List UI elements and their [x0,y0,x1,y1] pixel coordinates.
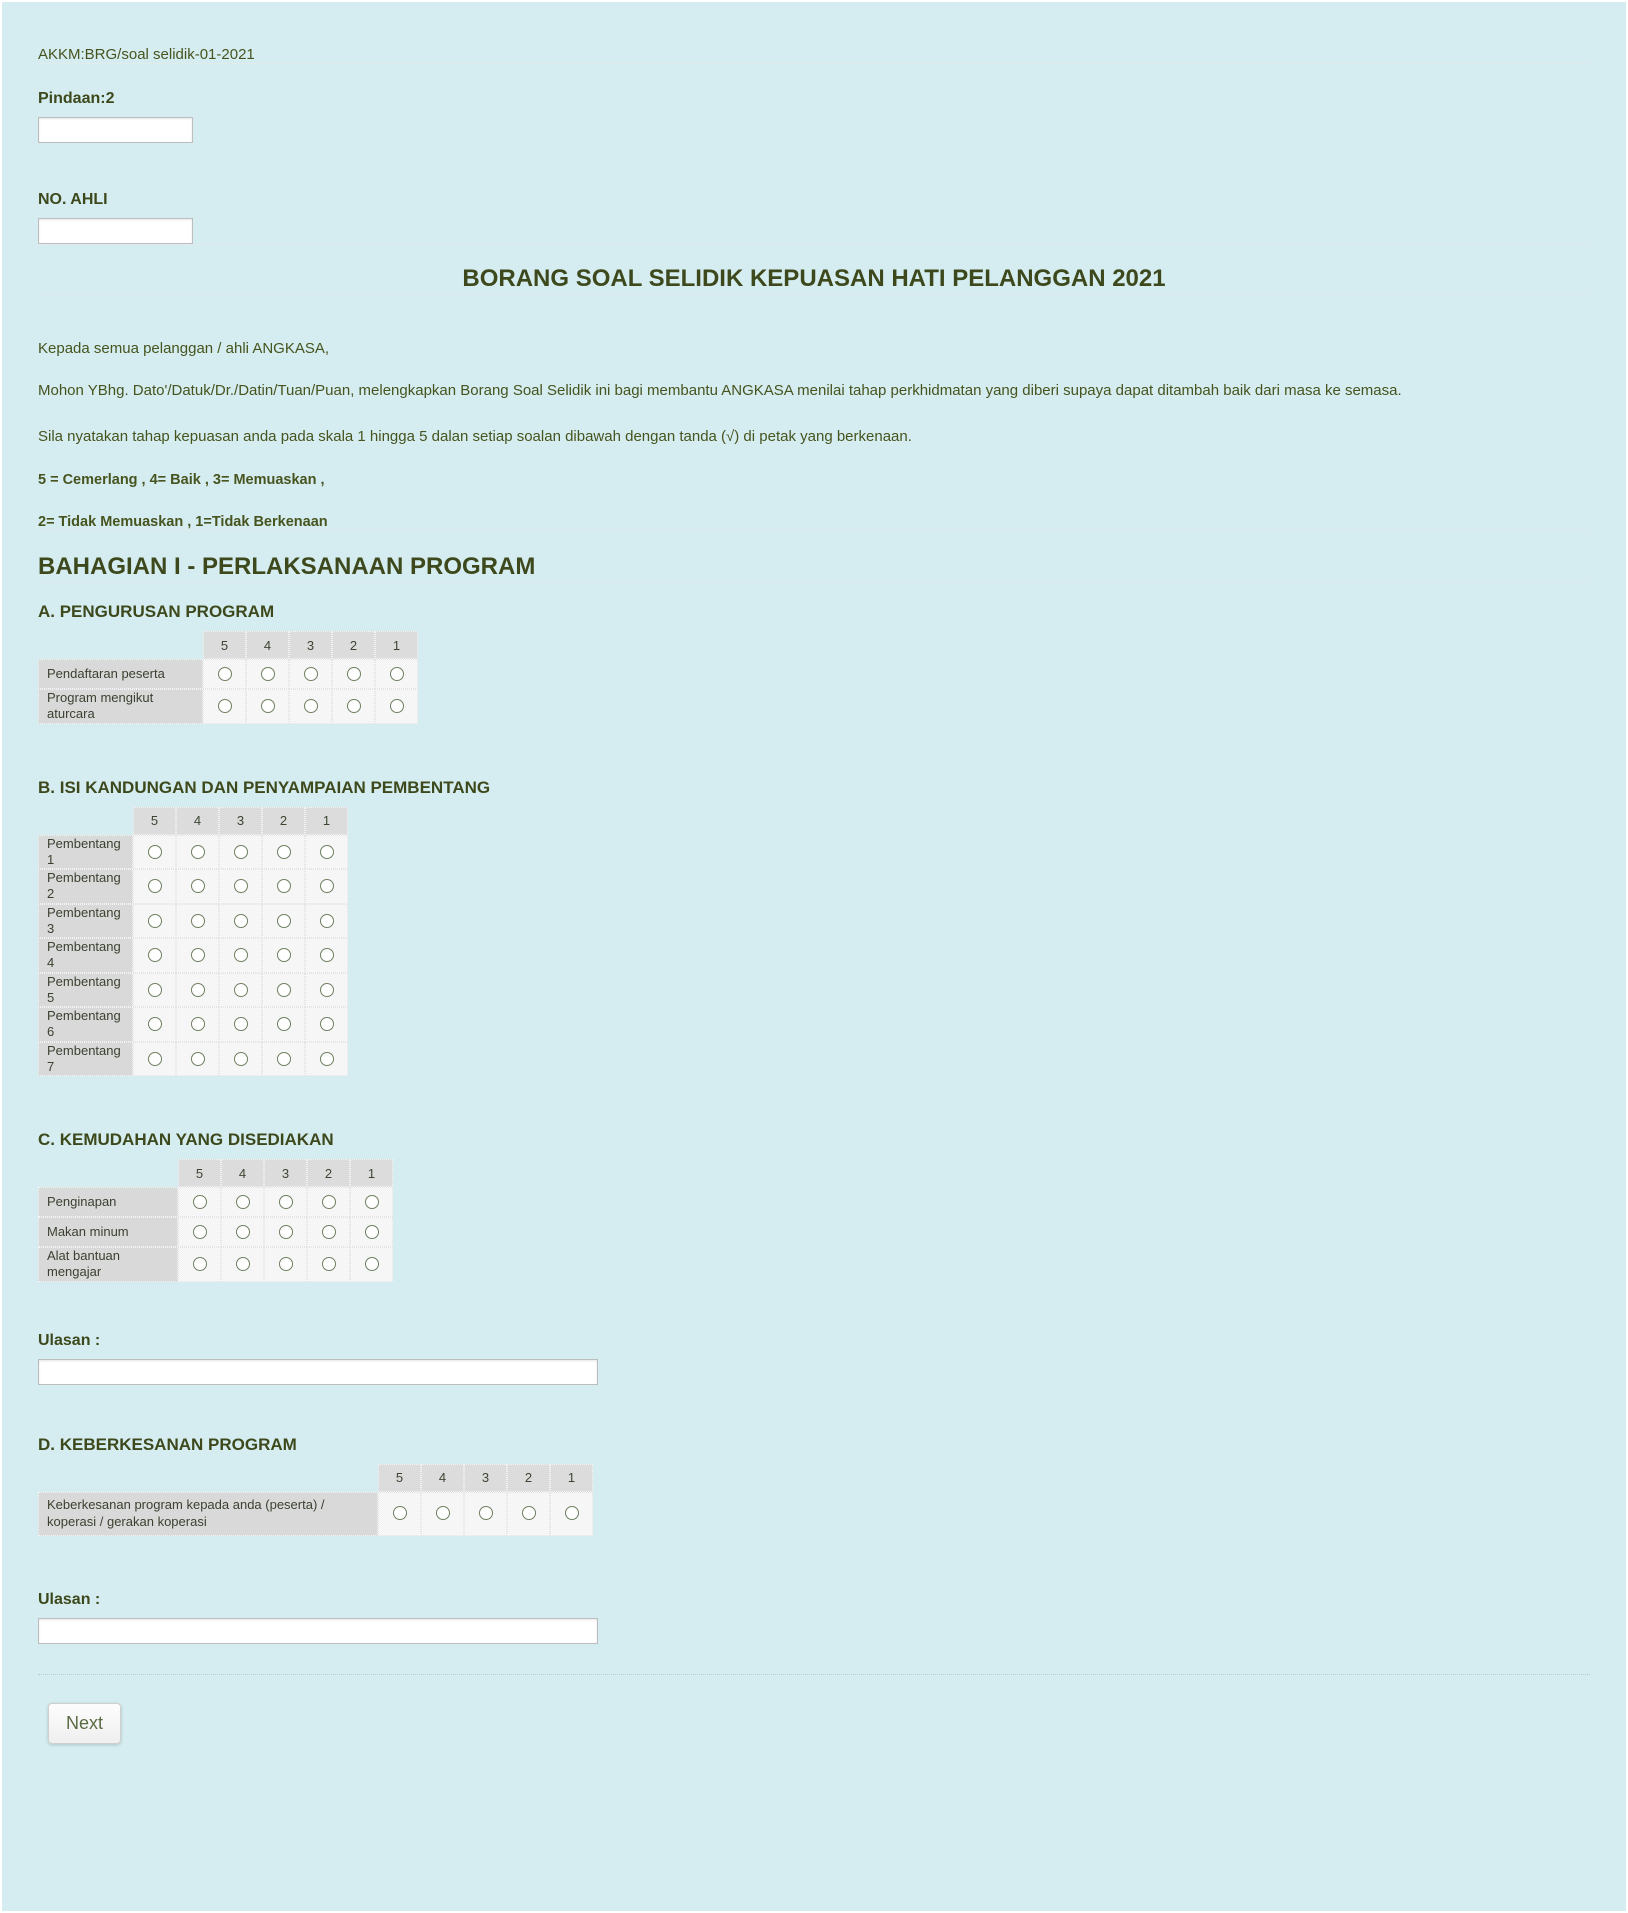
radio-b-row4-score2[interactable] [277,948,291,962]
radio-d-row1-score2[interactable] [522,1506,536,1520]
rating-cell [262,835,305,870]
row-label: Alat bantuan mengajar [38,1247,178,1282]
radio-c-row3-score5[interactable] [193,1257,207,1271]
divider [38,293,1590,294]
rating-cell [246,659,289,689]
part-title: BAHAGIAN I - PERLAKSANAAN PROGRAM [38,553,536,580]
row-label: Program mengikut aturcara [38,689,203,724]
rating-cell [289,689,332,724]
rating-matrix-c [38,1159,1590,1282]
radio-b-row6-score5[interactable] [148,1017,162,1031]
rating-cell [262,869,305,904]
row-label: Pembentang 1 [38,835,133,870]
section-d-heading: D. KEBERKESANAN PROGRAM [38,1434,297,1454]
rating-cell [176,1007,219,1042]
rating-column-header-2: 2 [332,631,375,659]
radio-c-row3-score1[interactable] [365,1257,379,1271]
rating-cell [305,835,348,870]
radio-a-row1-score1[interactable] [390,667,404,681]
no-ahli-input[interactable] [38,218,193,244]
radio-b-row1-score4[interactable] [191,845,205,859]
section-c-heading: C. KEMUDAHAN YANG DISEDIAKAN [38,1130,334,1149]
radio-b-row1-score1[interactable] [320,845,334,859]
divider [38,581,1590,582]
radio-b-row2-score1[interactable] [320,879,334,893]
divider [38,1674,1590,1675]
radio-b-row2-score2[interactable] [277,879,291,893]
radio-a-row2-score2[interactable] [347,699,361,713]
rating-column-header-4: 4 [176,807,219,835]
rating-cell [305,973,348,1008]
rating-cell [219,869,262,904]
radio-a-row2-score3[interactable] [304,699,318,713]
rating-table-c [38,1159,393,1282]
ulasan-2-input[interactable] [38,1618,598,1644]
radio-a-row2-score5[interactable] [218,699,232,713]
radio-c-row2-score5[interactable] [193,1225,207,1239]
rating-cell [176,835,219,870]
row-label: Makan minum [38,1217,178,1247]
next-button[interactable]: Next [48,1703,121,1744]
ulasan-1-input[interactable] [38,1359,598,1385]
radio-d-row1-score3[interactable] [479,1506,493,1520]
rating-cell [262,1042,305,1077]
row-label: Pembentang 2 [38,869,133,904]
radio-b-row5-score2[interactable] [277,983,291,997]
rating-cell [350,1217,393,1247]
rating-cell [219,904,262,939]
rating-column-header-3: 3 [464,1464,507,1492]
rating-cell [133,869,176,904]
radio-b-row6-score1[interactable] [320,1017,334,1031]
radio-c-row3-score4[interactable] [236,1257,250,1271]
rating-cell [176,938,219,973]
rating-cell [464,1492,507,1536]
radio-a-row1-score4[interactable] [261,667,275,681]
radio-b-row3-score4[interactable] [191,914,205,928]
rating-cell [421,1492,464,1536]
rating-table-d [38,1464,593,1536]
radio-b-row7-score5[interactable] [148,1052,162,1066]
radio-c-row1-score1[interactable] [365,1195,379,1209]
rating-column-header-1: 1 [305,807,348,835]
radio-b-row7-score3[interactable] [234,1052,248,1066]
radio-b-row3-score2[interactable] [277,914,291,928]
rating-cell [507,1492,550,1536]
ulasan-block-1 [38,1332,1590,1385]
rating-cell [375,689,418,724]
row-label: Pembentang 5 [38,973,133,1008]
rating-cell [264,1217,307,1247]
form-title: BORANG SOAL SELIDIK KEPUASAN HATI PELANGGAN 2021 [462,265,1166,292]
rating-cell [133,938,176,973]
rating-column-header-5: 5 [178,1159,221,1187]
rating-cell [350,1187,393,1217]
radio-b-row5-score1[interactable] [320,983,334,997]
row-label: Keberkesanan program kepada anda (peserta) / koperasi / gerakan koperasi [38,1492,378,1536]
rating-cell [178,1187,221,1217]
rating-cell [133,973,176,1008]
form-ref-code: AKKM:BRG/soal selidik-01-2021 [38,46,255,63]
radio-c-row2-score1[interactable] [365,1225,379,1239]
rating-cell [305,1007,348,1042]
radio-c-row2-score2[interactable] [322,1225,336,1239]
rating-cell [550,1492,593,1536]
rating-cell [219,938,262,973]
rating-matrix-a [38,631,1590,724]
rating-cell [307,1187,350,1217]
radio-b-row1-score3[interactable] [234,845,248,859]
rating-column-header-5: 5 [133,807,176,835]
rating-cell [203,689,246,724]
scale-legend-line1: 5 = Cemerlang , 4= Baik , 3= Memuaskan , [38,472,325,488]
rating-cell [307,1247,350,1282]
intro-greeting: Kepada semua pelanggan / ahli ANGKASA, [38,340,330,357]
rating-cell [133,835,176,870]
radio-b-row2-score3[interactable] [234,879,248,893]
intro-instruction: Sila nyatakan tahap kepuasan anda pada skala 1 hingga 5 dalan setiap soalan dibawah dengan tanda (√) di petak yang berkenaan. [38,428,912,445]
radio-a-row1-score2[interactable] [347,667,361,681]
radio-b-row4-score5[interactable] [148,948,162,962]
radio-b-row5-score3[interactable] [234,983,248,997]
scale-legend-line2: 2= Tidak Memuaskan , 1=Tidak Berkenaan [38,514,328,530]
rating-cell [262,1007,305,1042]
rating-cell [176,904,219,939]
rating-table-a [38,631,418,724]
table-corner [38,1159,178,1187]
rating-column-header-3: 3 [264,1159,307,1187]
section-a-heading: A. PENGURUSAN PROGRAM [38,602,275,621]
rating-cell [133,904,176,939]
rating-cell [219,835,262,870]
rating-cell [305,1042,348,1077]
radio-c-row1-score2[interactable] [322,1195,336,1209]
intro-request: Mohon YBhg. Dato'/Datuk/Dr./Datin/Tuan/Puan, melengkapkan Borang Soal Selidik ini bagi membantu ANGKASA menilai tahap perkhidmatan yang diberi supaya dapat ditambah baik dari masa ke semasa. [38,382,1402,399]
radio-b-row3-score5[interactable] [148,914,162,928]
rating-matrix-d [38,1464,1590,1536]
rating-cell [305,938,348,973]
rating-cell [221,1247,264,1282]
rating-column-header-2: 2 [507,1464,550,1492]
radio-a-row2-score1[interactable] [390,699,404,713]
radio-b-row3-score1[interactable] [320,914,334,928]
rating-cell [178,1247,221,1282]
row-label: Pembentang 7 [38,1042,133,1077]
radio-d-row1-score1[interactable] [565,1506,579,1520]
rating-column-header-2: 2 [307,1159,350,1187]
radio-a-row1-score5[interactable] [218,667,232,681]
rating-cell [378,1492,421,1536]
pindaan-input[interactable] [38,117,193,143]
rating-table-b [38,807,348,1077]
divider [38,244,1590,245]
radio-a-row2-score4[interactable] [261,699,275,713]
rating-cell [221,1217,264,1247]
radio-b-row2-score5[interactable] [148,879,162,893]
section-keberkesanan [38,1435,1590,1536]
radio-c-row3-score3[interactable] [279,1257,293,1271]
rating-column-header-2: 2 [262,807,305,835]
rating-column-header-3: 3 [219,807,262,835]
rating-column-header-5: 5 [203,631,246,659]
rating-cell [289,659,332,689]
radio-b-row7-score1[interactable] [320,1052,334,1066]
section-b-heading: B. ISI KANDUNGAN DAN PENYAMPAIAN PEMBENTANG [38,777,491,797]
rating-column-header-3: 3 [289,631,332,659]
rating-cell [307,1217,350,1247]
table-corner [38,631,203,659]
rating-cell [262,938,305,973]
divider [38,530,1590,531]
rating-cell [133,1042,176,1077]
radio-b-row2-score4[interactable] [191,879,205,893]
section-isi-kandungan [38,778,1590,1077]
rating-cell [176,869,219,904]
rating-column-header-4: 4 [421,1464,464,1492]
ulasan-block-2 [38,1591,1590,1644]
table-corner [38,1464,378,1492]
radio-c-row1-score5[interactable] [193,1195,207,1209]
rating-cell [262,973,305,1008]
rating-cell [332,659,375,689]
radio-b-row3-score3[interactable] [234,914,248,928]
radio-b-row5-score5[interactable] [148,983,162,997]
rating-cell [332,689,375,724]
radio-d-row1-score4[interactable] [436,1506,450,1520]
radio-b-row1-score5[interactable] [148,845,162,859]
radio-b-row4-score1[interactable] [320,948,334,962]
rating-cell [305,869,348,904]
rating-column-header-4: 4 [221,1159,264,1187]
radio-d-row1-score5[interactable] [393,1506,407,1520]
rating-cell [305,904,348,939]
row-label: Penginapan [38,1187,178,1217]
row-label: Pembentang 3 [38,904,133,939]
rating-cell [264,1247,307,1282]
row-label: Pembentang 4 [38,938,133,973]
rating-column-header-5: 5 [378,1464,421,1492]
rating-cell [262,904,305,939]
radio-c-row1-score3[interactable] [279,1195,293,1209]
divider [38,63,1590,64]
radio-c-row1-score4[interactable] [236,1195,250,1209]
rating-cell [176,973,219,1008]
rating-cell [219,1042,262,1077]
radio-c-row2-score3[interactable] [279,1225,293,1239]
rating-cell [246,689,289,724]
ulasan-2-label: Ulasan : [38,1590,101,1608]
row-label: Pendaftaran peserta [38,659,203,689]
row-label: Pembentang 6 [38,1007,133,1042]
rating-cell [203,659,246,689]
rating-matrix-b [38,807,1590,1077]
rating-cell [176,1042,219,1077]
rating-cell [350,1247,393,1282]
pindaan-label: Pindaan:2 [38,90,115,107]
table-corner [38,807,133,835]
radio-b-row4-score4[interactable] [191,948,205,962]
ulasan-1-label: Ulasan : [38,1331,101,1349]
rating-column-header-1: 1 [550,1464,593,1492]
rating-cell [178,1217,221,1247]
intro-block [38,340,1590,530]
radio-b-row6-score4[interactable] [191,1017,205,1031]
rating-column-header-4: 4 [246,631,289,659]
rating-column-header-1: 1 [375,631,418,659]
no-ahli-label: NO. AHLI [38,191,108,208]
section-pengurusan-program [38,602,1590,724]
radio-b-row6-score3[interactable] [234,1017,248,1031]
radio-b-row7-score2[interactable] [277,1052,291,1066]
radio-c-row3-score2[interactable] [322,1257,336,1271]
rating-cell [264,1187,307,1217]
radio-b-row5-score4[interactable] [191,983,205,997]
radio-b-row6-score2[interactable] [277,1017,291,1031]
section-kemudahan [38,1130,1590,1282]
rating-cell [221,1187,264,1217]
survey-form-page [2,2,1626,1911]
radio-b-row7-score4[interactable] [191,1052,205,1066]
rating-cell [133,1007,176,1042]
radio-a-row1-score3[interactable] [304,667,318,681]
radio-c-row2-score4[interactable] [236,1225,250,1239]
rating-cell [219,1007,262,1042]
rating-column-header-1: 1 [350,1159,393,1187]
radio-b-row4-score3[interactable] [234,948,248,962]
rating-cell [375,659,418,689]
rating-cell [219,973,262,1008]
radio-b-row1-score2[interactable] [277,845,291,859]
